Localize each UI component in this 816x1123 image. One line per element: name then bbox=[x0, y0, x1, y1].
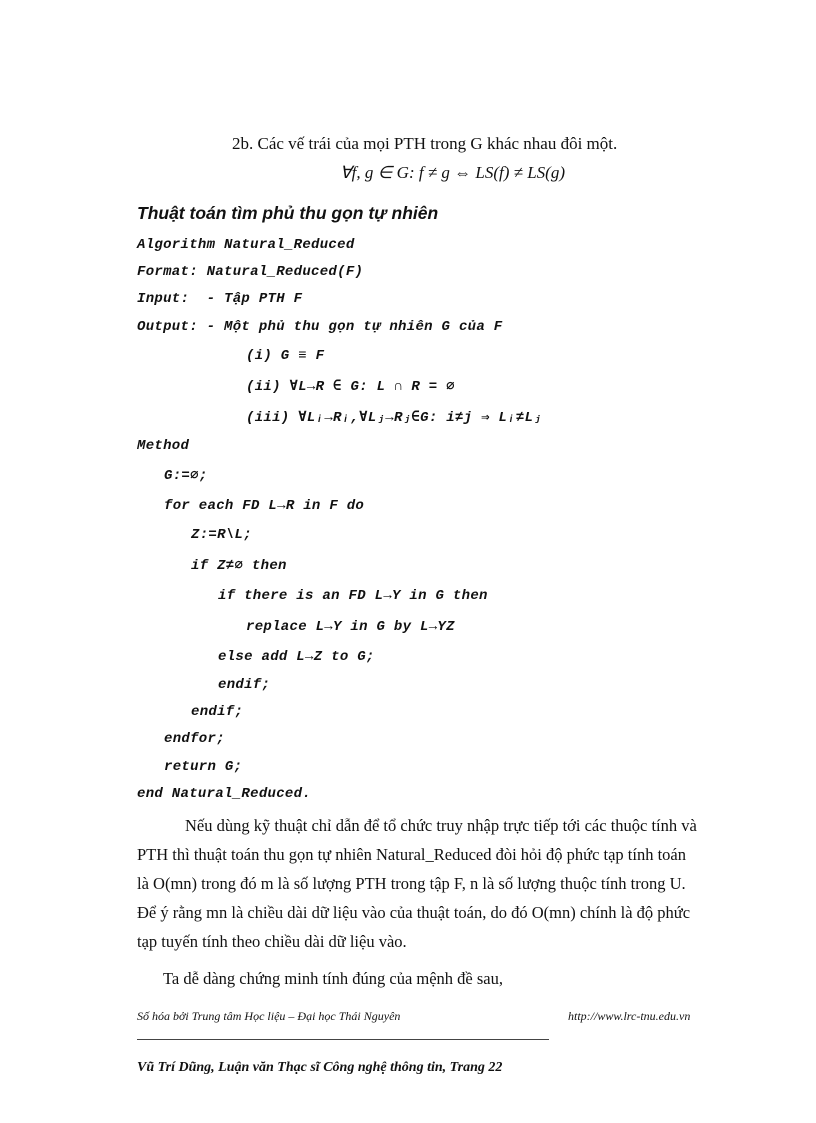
algo-endfor: endfor; bbox=[164, 731, 225, 747]
algo-if-fd: if there is an FD L→Y in G then bbox=[218, 588, 488, 604]
algo-line-3: Input: - Tập PTH F bbox=[137, 291, 303, 307]
algo-condition-i: (i) G ≡ F bbox=[246, 348, 325, 364]
formula-distinct-lhs: ∀f, g ∈ G: f ≠ g ⇔ LS(f) ≠ LS(g) bbox=[340, 163, 566, 182]
algo-end: end Natural_Reduced. bbox=[137, 786, 312, 802]
paragraph-line-5: tạp tuyến tính theo chiều dài dữ liệu vào. bbox=[137, 932, 407, 951]
algo-method: Method bbox=[137, 438, 190, 454]
algo-condition-iii: (iii) ∀Lᵢ→Rᵢ,∀Lⱼ→Rⱼ∈G: i≠j ⇒ Lᵢ≠Lⱼ bbox=[246, 410, 543, 426]
algo-endif-inner: endif; bbox=[218, 677, 271, 693]
paragraph-line-4: Để ý rằng mn là chiều dài dữ liệu vào của thuật toán, do đó O(mn) chính là độ phức bbox=[137, 903, 691, 922]
paragraph-line-2: PTH thì thuật toán thu gọn tự nhiên Natural_Reduced đòi hỏi độ phức tạp tính toán bbox=[137, 845, 687, 864]
paragraph-line-3: là O(mn) trong đó m là số lượng PTH trong tập F, n là số lượng thuộc tính trong U. bbox=[137, 874, 686, 893]
algo-line-2: Format: Natural_Reduced(F) bbox=[137, 264, 364, 280]
algo-init: G:=∅; bbox=[164, 468, 208, 484]
algo-for: for each FD L→R in F do bbox=[164, 498, 365, 514]
footer-digitized-credit: Số hóa bởi Trung tâm Học liệu – Đại học Thái Nguyên bbox=[137, 1009, 401, 1023]
algorithm-heading: Thuật toán tìm phủ thu gọn tự nhiên bbox=[137, 203, 439, 223]
footer-thesis-info: Vũ Trí Dũng, Luận văn Thạc sĩ Công nghệ thông tin, Trang 22 bbox=[137, 1060, 503, 1075]
item-2b: 2b. Các vế trái của mọi PTH trong G khác nhau đôi một. bbox=[232, 134, 618, 153]
algo-replace: replace L→Y in G by L→YZ bbox=[246, 619, 455, 635]
paragraph-2: Ta dễ dàng chứng minh tính đúng của mệnh đề sau, bbox=[163, 969, 503, 988]
algo-line-4: Output: - Một phủ thu gọn tự nhiên G của F bbox=[137, 319, 503, 335]
algo-return: return G; bbox=[164, 759, 243, 775]
algo-line-1: Algorithm Natural_Reduced bbox=[137, 237, 355, 253]
footer-divider bbox=[137, 1039, 549, 1040]
paragraph-line-1: Nếu dùng kỹ thuật chỉ dẫn để tổ chức truy nhập trực tiếp tới các thuộc tính và bbox=[185, 816, 697, 835]
algo-if-z: if Z≠∅ then bbox=[191, 558, 287, 574]
algo-condition-ii: (ii) ∀L→R ∈ G: L ∩ R = ∅ bbox=[246, 379, 455, 395]
footer-url-link[interactable]: http://www.lrc-tnu.edu.vn bbox=[568, 1009, 691, 1023]
algo-endif-outer: endif; bbox=[191, 704, 244, 720]
algo-else: else add L→Z to G; bbox=[218, 649, 375, 665]
algo-assign-z: Z:=R\L; bbox=[191, 527, 252, 543]
